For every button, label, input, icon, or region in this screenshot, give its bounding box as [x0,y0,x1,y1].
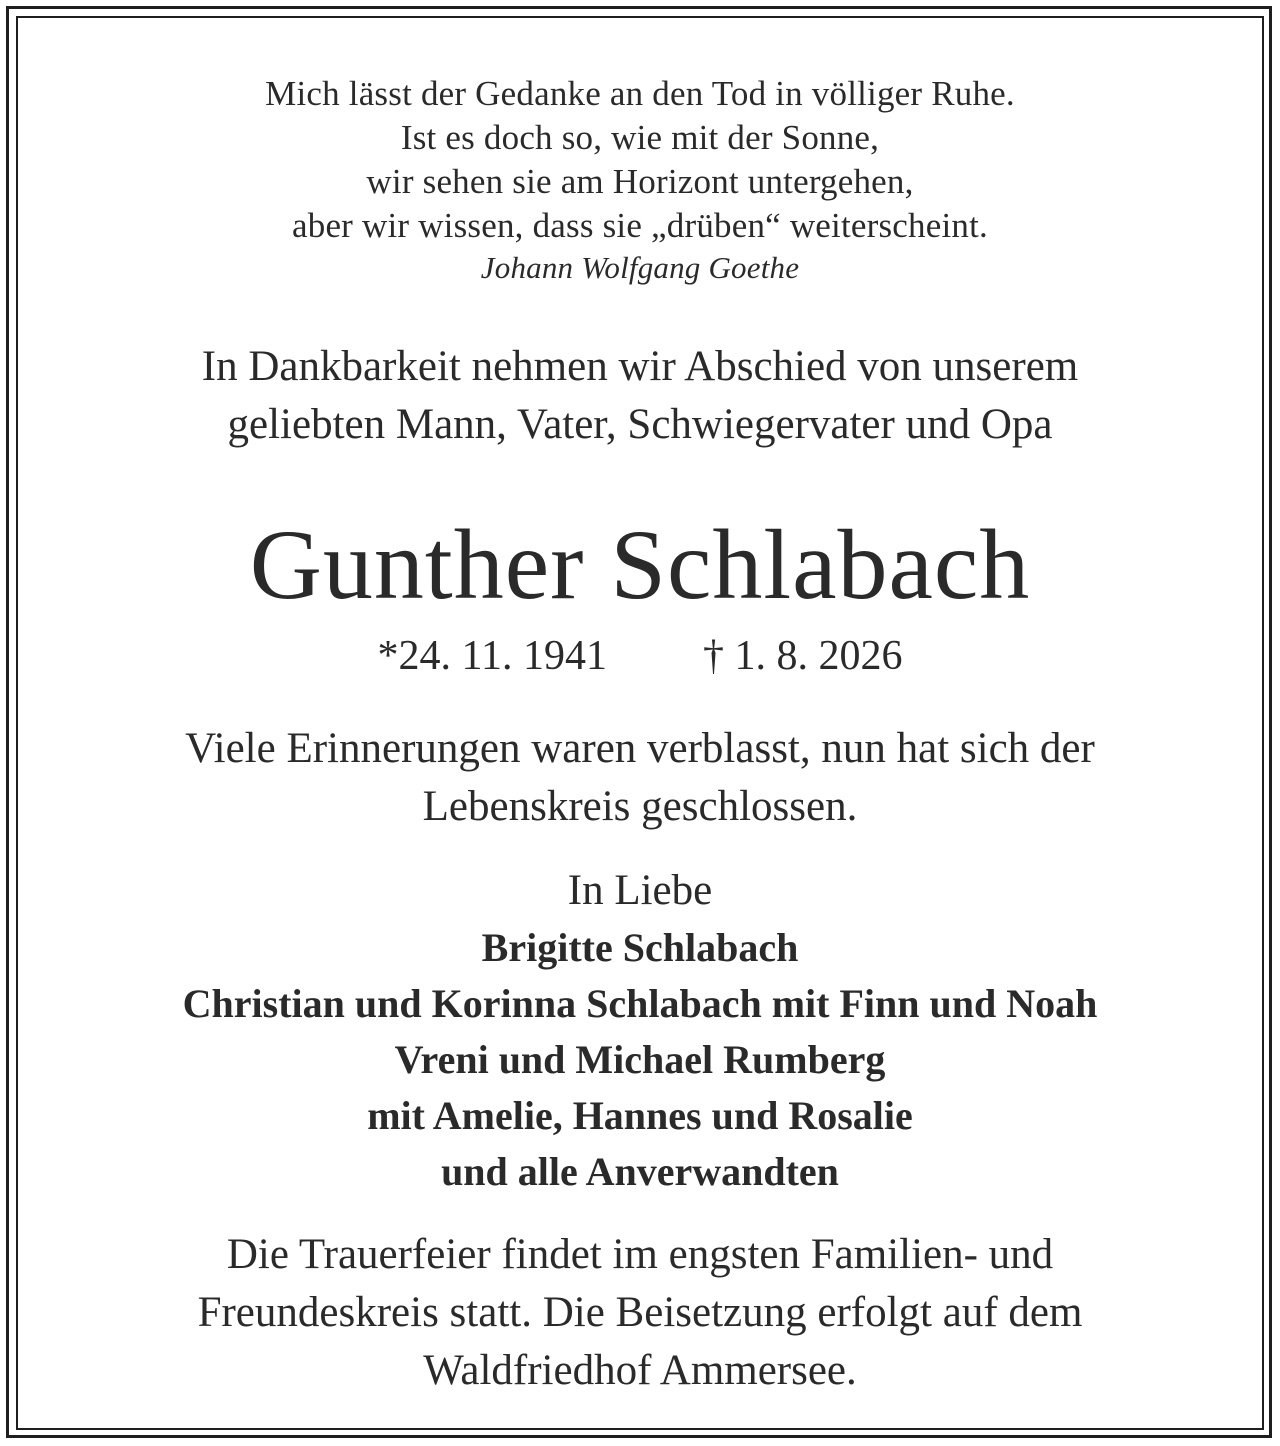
death-date: † 1. 8. 2026 [702,633,903,679]
memory-line-1: Viele Erinnerungen waren verblasst, nun hat sich der [185,725,1095,772]
birth-date: *24. 11. 1941 [377,633,607,679]
life-dates [20,626,1260,686]
mourner-5: und alle Anverwandten [441,1149,839,1194]
quote-line-4: aber wir wissen, dass sie „drüben“ weiterscheint. [292,206,988,245]
quote-line-2: Ist es doch so, wie mit der Sonne, [400,118,880,157]
funeral-line-2: Freundeskreis statt. Die Beisetzung erfolgt auf dem [197,1289,1083,1336]
deceased-name: Gunther Schlabach [249,509,1031,620]
mourner-3: Vreni und Michael Rumberg [394,1037,886,1082]
funeral-line-3: Waldfriedhof Ammersee. [423,1347,857,1394]
memory-line-2: Lebenskreis geschlossen. [422,783,858,830]
in-love-greeting: In Liebe [567,867,713,914]
funeral-line-1: Die Trauerfeier findet im engsten Familien- und [226,1231,1054,1278]
memory-text [20,720,1260,836]
mourner-1: Brigitte Schlabach [481,925,799,970]
funeral-info [20,1226,1260,1400]
goethe-quote [20,72,1260,288]
mourners-list [20,862,1260,1200]
farewell-intro [20,338,1260,454]
quote-line-3: wir sehen sie am Horizont untergehen, [366,162,914,201]
mourner-2: Christian und Korinna Schlabach mit Finn und Noah [182,981,1098,1026]
intro-line-2: geliebten Mann, Vater, Schwiegervater und Opa [227,401,1053,448]
quote-author: Johann Wolfgang Goethe [480,250,800,285]
quote-line-1: Mich lässt der Gedanke an den Tod in völliger Ruhe. [265,74,1015,113]
intro-line-1: In Dankbarkeit nehmen wir Abschied von unserem [201,343,1079,390]
mourner-4: mit Amelie, Hannes und Rosalie [367,1093,913,1138]
